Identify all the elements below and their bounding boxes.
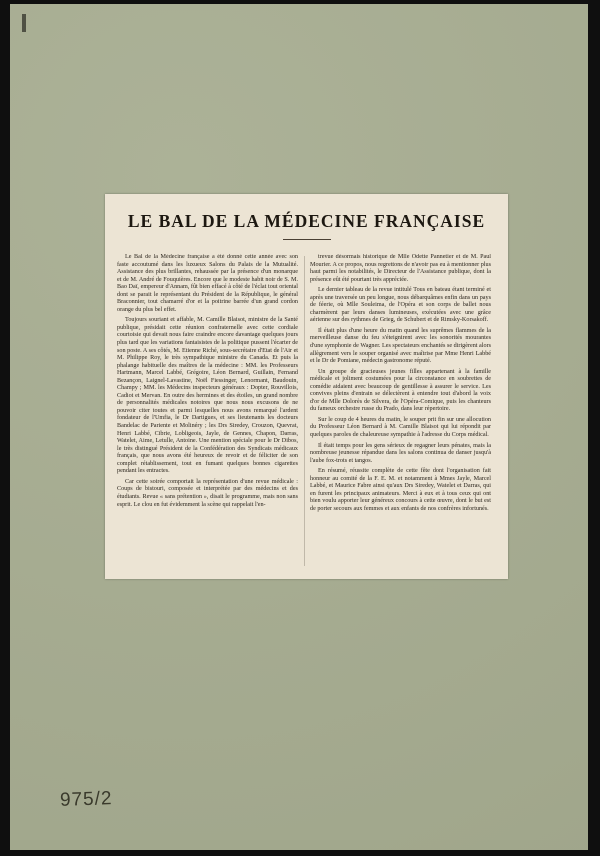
newspaper-clipping: [105, 194, 508, 579]
article-title: LE BAL DE LA MÉDECINE FRANÇAISE: [127, 211, 486, 231]
archive-board: [10, 4, 588, 850]
paragraph: En résumé, réussite complète de cette fête dont l'organisation fait honneur au comité de la F. E. M. et notamment à Mmes Jayle, Marcel Labbé, et Maurice Fabre ainsi qu'aux Drs Siredey, Watelet et Darras, qui en furent les principaux animateurs. Merci à eux et à tous ceux qui ont bien voulu apporter leur généreux concours à cette œuvre, dont le but est de porter secours aux femmes et aux enfants de nos confrères infortunés.: [310, 468, 491, 512]
paragraph: Il était temps pour les gens sérieux de regagner leurs pénates, mais la nombreuse jeunesse répandue dans les salons continua de danser jusqu'à l'aube fox-trots et tangos.: [310, 442, 491, 464]
handwritten-shelfmark: 975/2: [59, 788, 113, 811]
article-column-right: [310, 254, 491, 572]
paragraph: trevue désormais historique de Mlle Odette Pannetier et de M. Paul Mourier. A ce propos, nous regrettons de n'avoir pas eu à mentionner plus haut parmi les notabilités, le Directeur de l'Assistance publique, dont la présence eût été pourtant très appréciée.: [310, 254, 491, 283]
paragraph: Sur le coup de 4 heures du matin, le souper prit fin sur une allocution du Professeur Léon Bernard à M. Camille Blaisot qui lui répondit par quelques paroles de chaleureuse sympathie à l'adresse du Corps médical.: [310, 416, 491, 439]
article-column-left: [117, 254, 298, 572]
corner-mark: [22, 14, 26, 32]
paragraph: Toujours souriant et affable, M. Camille Blaisot, ministre de la Santé publique, présidait cette réunion confraternelle avec cette cordiale courtoisie qui devait nous faire craindre encore davantage quelques jours plus tard que les variations fantaisistes de la politique pussent l'écarter de son poste. A ses côtés, M. Etienne Riché, sous-secrétaire d'Etat de l'Air et M. Philippe Roy, le très sympathique ministre du Canada. Et puis la phalange habituelle des maîtres de la médecine : MM. les Professeurs Hartmann, Marcel Labbé, Grégoire, Léon Bernard, Guillain, Fernand Bezançon, Laignel-Lavastine, Noël Fiessinger, Lenormant, Baudouin, Champy ; MM. les Médecins inspecteurs généraux : Dopter, Rouvillois, Cadiot et Mervan. En outre des hermines et des étoiles, un grand nombre de personnalités médicales notoires que nous nous excusons de ne pouvoir citer toutes et parmi lesquelles nous avons remarqué l'ardent fondateur de l'Umfia, le Dr Dartigues, et ses lieutenants les docteurs Bandelac de Pariente et Molinéry ; les Drs Siredey, Crouzon, Quevrat, Henri Labbé, Cibrie, Lobligeois, Jayle, de Gennes, Chapon, Darras, Watelet, Aime, Letulle, Antoine. Une mention spéciale pour le Dr Dibos, le très distingué Président de la Confédération des Syndicats médicaux français, que nous avons été heureux de revoir et de féliciter de son complet rétablissement, tout en fumant quelques bonnes cigarettes pendant les entractes.: [117, 317, 298, 475]
paragraph: Le Bal de la Médecine française a été donné cette année avec son faste accoutumé dans les luxueux Salons du Palais de la Mutualité. Assistance des plus brillantes, rehaussée par la présence d'un monarque et de M. André de Fouquières. Encore que le modeste habit noir de S. M. Bao Daï, empereur d'Annam, fût bien effacé à côté de l'éclat tout oriental dont se parait le représentant du Président de la République, le général Braconnier, tout chamarré d'or et la poitrine barrée d'un grand cordon orange du plus bel effet.: [117, 254, 298, 313]
paragraph: Un groupe de gracieuses jeunes filles appartenant à la famille médicale et joliment costumées pour la circonstance en soubrettes de comédie aidaient avec beaucoup de gentillesse à assurer le service. Les convives pleins d'entrain se délectèrent à entendre tout d'abord la voix d'or de Mlle Dolorès de Silvera, de l'Opéra-Comique, puis les chanteurs du fameux orchestre russe du Prado, dans leur répertoire.: [310, 368, 491, 413]
paragraph: Le dernier tableau de la revue intitulé Tous en bateau étant terminé et après une traversée un peu longue, nous débarquâmes enfin dans un pays de féerie, où Mlle Souleima, de l'Opéra et son corps de ballet nous charmèrent par leurs danses lumineuses, exécutées avec une grâce aérienne sur des rythmes de Grieg, de Schubert et de Rimsky-Korsakoff.: [310, 287, 491, 324]
title-rule: [283, 239, 331, 240]
paragraph: Il était plus d'une heure du matin quand les suprêmes flammes de la merveilleuse danse du feu s'éteignirent avec les sonorités mourantes d'une symphonie de Wagner. Les spectateurs enchantés se dirigèrent alors allègrement vers le souper organisé avec maîtrise par Mme Henri Labbé et le Dr de Pomiane, médecin gastronome réputé.: [310, 327, 491, 365]
column-divider: [304, 256, 305, 566]
paragraph: Car cette soirée comportait la représentation d'une revue médicale : Coups de bistouri, composée et interprétée par des médecins et des étudiants. Revue « sans prétention », disait le programme, mais non sans esprit. Le clou en fut évidemment la scène qui rappelait l'en-: [117, 478, 298, 508]
